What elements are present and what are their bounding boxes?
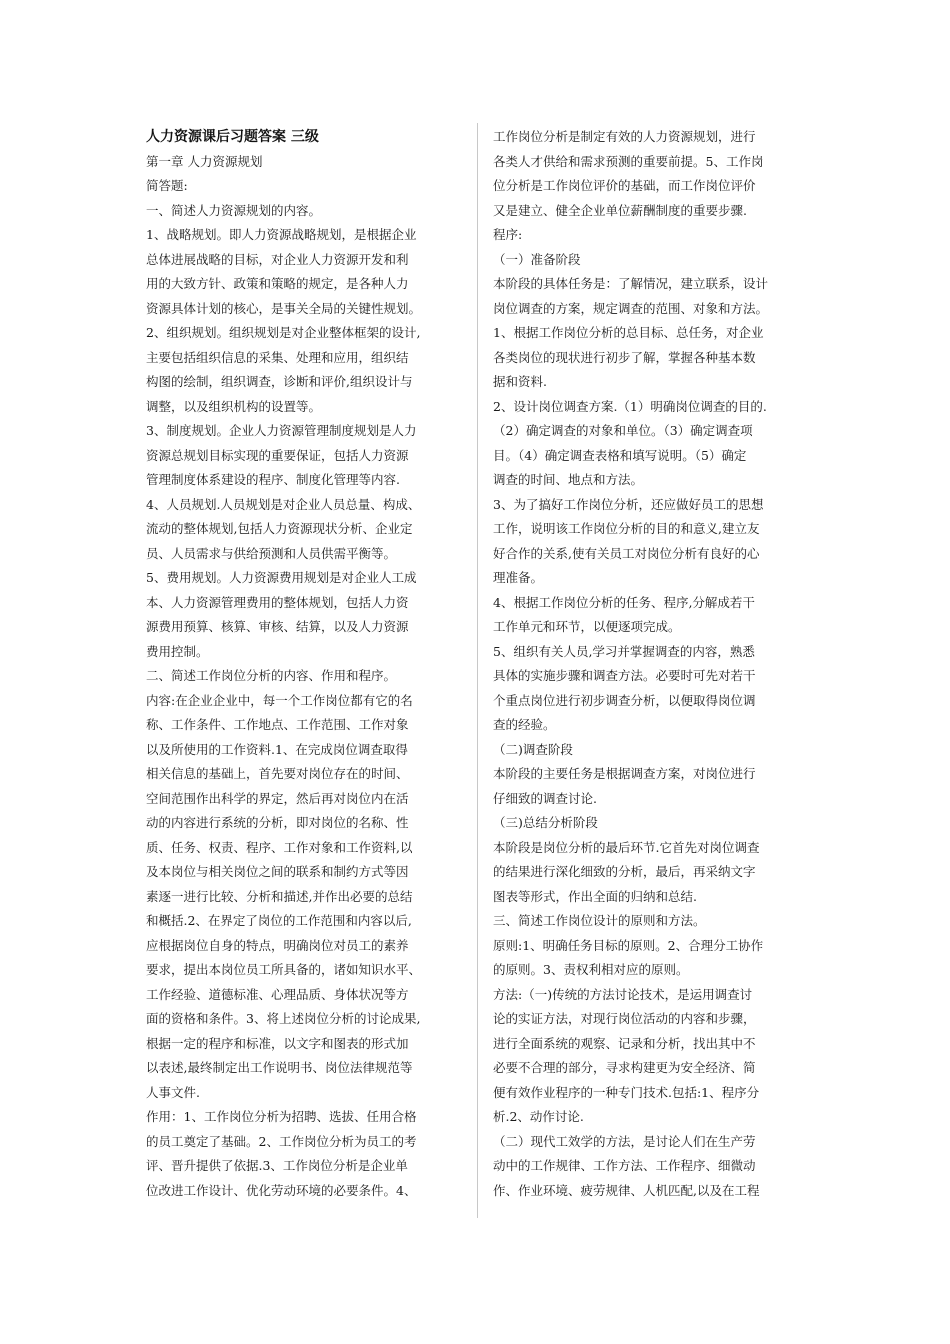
text-line: 据和资料.: [493, 374, 547, 389]
text-line: 空间范围作出科学的界定，然后再对岗位内在活: [146, 790, 409, 806]
text-line: 位分析是工作岗位评价的基础，而工作岗位评价: [493, 178, 756, 193]
text-line: 资源具体计划的核心，是事关全局的关键性规划。: [146, 300, 422, 316]
text-line: 5、费用规划。人力资源费用规划是对企业人工成: [146, 570, 417, 585]
text-line: 相关信息的基础上，首先要对岗位存在的时间、: [146, 766, 409, 781]
text-line: 二、简述工作岗位分析的内容、作用和程序。: [146, 668, 397, 683]
text-line: 的原则。3、责权利相对应的原则。: [493, 962, 689, 977]
text-line: 作用：1、工作岗位分析为招聘、选拔、任用合格: [146, 1109, 417, 1124]
text-line: 素逐一进行比较、分析和描述,并作出必要的总结: [146, 888, 413, 904]
text-line: 又是建立、健全企业单位薪酬制度的重要步骤.: [493, 202, 747, 218]
text-line: 本阶段的具体任务是：了解情况，建立联系，设计: [493, 276, 769, 291]
text-line: 各类人才供给和需求预测的重要前提。5、工作岗: [493, 153, 764, 169]
text-line: 原则:1、明确任务目标的原则。2、合理分工协作: [493, 937, 764, 953]
text-line: 进行全面系统的观察、记录和分析，找出其中不: [493, 1035, 756, 1051]
right-column: [493, 125, 811, 1203]
text-line: 1、根据工作岗位分析的总目标、总任务，对企业: [493, 325, 764, 340]
text-line: 析.2、动作讨论.: [493, 1109, 584, 1124]
text-line: 图表等形式，作出全面的归纳和总结.: [493, 888, 697, 904]
text-line: 用的大致方针、政策和策略的规定，是各种人力: [146, 276, 409, 291]
text-line: 总体进展战略的目标，对企业人力资源开发和利: [146, 251, 409, 267]
text-line: 2、组织规划。组织规划是对企业整体框架的设计,: [146, 325, 421, 340]
text-line: 动中的工作规律、工作方法、工作程序、细微动: [493, 1158, 756, 1173]
column-divider: [477, 123, 478, 1218]
text-line: 查的经验。: [493, 717, 556, 732]
text-line: 面的资格和条件。3、将上述岗位分析的讨论成果,: [146, 1011, 421, 1026]
text-line: 目。（4）确定调查表格和填写说明。（5）确定: [493, 447, 747, 463]
text-line: 流动的整体规划,包括人力资源现状分析、企业定: [146, 521, 413, 536]
text-line: 评、晋升提供了依据.3、工作岗位分析是企业单: [146, 1158, 408, 1173]
text-line: 主要包括组织信息的采集、处理和应用，组织结: [146, 349, 409, 365]
text-line: 要求，提出本岗位员工所具备的，诸如知识水平、: [146, 962, 422, 977]
text-line: 必要不合理的部分，寻求构建更为安全经济、简: [493, 1060, 756, 1075]
text-line: 2、设计岗位调查方案.（1）明确岗位调查的目的.: [493, 398, 767, 414]
text-line: 应根据岗位自身的特点，明确岗位对员工的素养: [146, 937, 409, 953]
text-line: 好合作的关系,使有关员工对岗位分析有良好的心: [493, 545, 760, 561]
text-line: （三)总结分析阶段: [493, 815, 598, 830]
text-line: 理准备。: [493, 570, 544, 585]
text-line: 源费用预算、核算、审核、结算，以及人力资源: [146, 619, 409, 634]
text-line: 1、战略规划。即人力资源战略规划，是根据企业: [146, 227, 417, 242]
text-line: 第一章 人力资源规划: [146, 153, 263, 169]
text-line: 三、简述工作岗位设计的原则和方法。: [493, 913, 706, 928]
text-line: 和概括.2、在界定了岗位的工作范围和内容以后,: [146, 913, 412, 928]
text-line: 作、作业环境、疲劳规律、人机匹配,以及在工程: [493, 1182, 760, 1198]
text-line: 各类岗位的现状进行初步了解，掌握各种基本数: [493, 349, 756, 365]
text-line: 4、根据工作岗位分析的任务、程序,分解成若干: [493, 594, 755, 610]
text-line: （二)调查阶段: [493, 741, 573, 757]
text-line: 构图的绘制，组织调查，诊断和评价,组织设计与: [146, 374, 413, 389]
text-line: 具体的实施步骤和调查方法。必要时可先对若干: [493, 668, 756, 683]
text-line: 的员工奠定了基础。2、工作岗位分析为员工的考: [146, 1133, 417, 1149]
text-line: 调查的时间、地点和方法。: [493, 472, 644, 487]
text-line: 工作，说明该工作岗位分析的目的和意义,建立友: [493, 521, 760, 536]
text-line: 本、人力资源管理费用的整体规划，包括人力资: [146, 594, 409, 610]
text-line: 以表述,最终制定出工作说明书、岗位法律规范等: [146, 1060, 413, 1075]
text-line: 调整，以及组织机构的设置等。: [146, 398, 322, 414]
text-line: 岗位调查的方案，规定调查的范围、对象和方法。: [493, 300, 769, 316]
text-line: 便有效作业程序的一种专门技术.包括:1、程序分: [493, 1084, 760, 1100]
text-line: 质、任务、权责、程序、工作对象和工作资料,以: [146, 839, 413, 855]
text-line: （一）准备阶段: [493, 251, 581, 267]
text-line: （2）确定调查的对象和单位。（3）确定调查项: [493, 423, 753, 438]
left-column: [146, 125, 464, 1203]
text-line: 根据一定的程序和标准，以文字和图表的形式加: [146, 1035, 409, 1051]
text-line: 以及所使用的工作资料.1、在完成岗位调查取得: [146, 741, 408, 757]
text-line: 3、为了搞好工作岗位分析，还应做好员工的思想: [493, 496, 764, 512]
text-line: 论的实证方法，对现行岗位活动的内容和步骤，: [493, 1011, 756, 1026]
text-line: 的结果进行深化细致的分析，最后，再采纳文字: [493, 864, 756, 879]
text-line: 本阶段是岗位分析的最后环节.它首先对岗位调查: [493, 839, 760, 855]
text-line: 内容:在企业企业中，每一个工作岗位都有它的名: [146, 692, 413, 708]
text-line: 工作单元和环节，以便逐项完成。: [493, 619, 681, 634]
text-line: 费用控制。: [146, 643, 209, 659]
text-line: 本阶段的主要任务是根据调查方案，对岗位进行: [493, 766, 756, 781]
text-line: 管理制度体系建设的程序、制度化管理等内容.: [146, 472, 400, 487]
text-line: 动的内容进行系统的分析，即对岗位的名称、性: [146, 815, 409, 830]
text-line: 4、人员规划.人员规划是对企业人员总量、构成、: [146, 496, 421, 512]
text-line: 一、简述人力资源规划的内容。: [146, 202, 322, 218]
text-line: 5、组织有关人员,学习并掌握调查的内容，熟悉: [493, 643, 755, 659]
text-line: 及本岗位与相关岗位之间的联系和制约方式等因: [146, 864, 409, 879]
text-line: 员、人员需求与供给预测和人员供需平衡等。: [146, 545, 397, 561]
text-line: （二）现代工效学的方法，是讨论人们在生产劳: [493, 1133, 756, 1149]
text-line: 人事文件.: [146, 1084, 200, 1100]
text-line: 位改进工作设计、优化劳动环境的必要条件。4、: [146, 1182, 417, 1198]
text-line: 简答题:: [146, 178, 188, 193]
text-line: 个重点岗位进行初步调查分析，以便取得岗位调: [493, 692, 756, 708]
document-title: 人力资源课后习题答案 三级: [146, 129, 319, 145]
text-line: 程序:: [493, 227, 523, 242]
text-line: 称、工作条件、工作地点、工作范围、工作对象: [146, 717, 409, 732]
text-line: 3、制度规划。企业人力资源管理制度规划是人力: [146, 423, 417, 438]
text-line: 方法:（一)传统的方法讨论技术，是运用调查讨: [493, 986, 753, 1002]
text-line: 资源总规划目标实现的重要保证，包括人力资源: [146, 447, 409, 463]
text-line: 工作岗位分析是制定有效的人力资源规划，进行: [493, 129, 756, 144]
text-line: 仔细致的调查讨论.: [493, 790, 597, 806]
text-line: 工作经验、道德标准、心理品质、身体状况等方: [146, 986, 409, 1002]
